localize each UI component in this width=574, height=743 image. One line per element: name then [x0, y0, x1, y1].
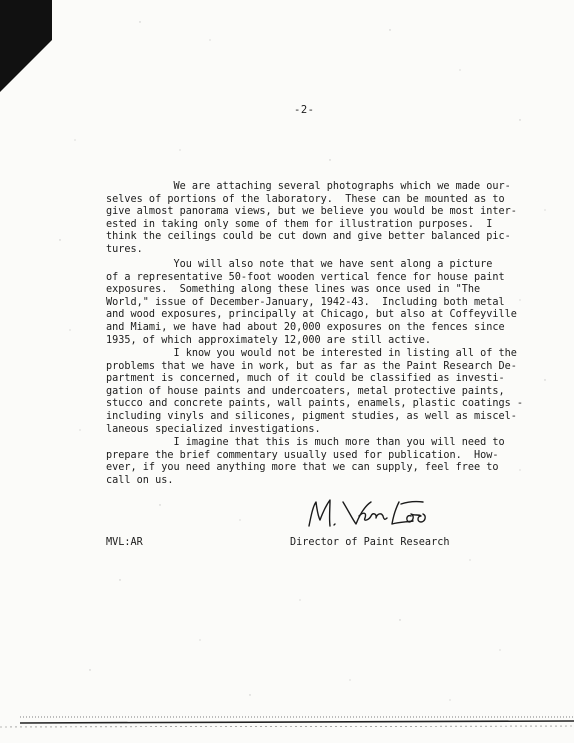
text-line: ested in taking only some of them for illustration purposes. I — [106, 218, 493, 230]
text-line: You will also note that we have sent along a picture — [106, 259, 493, 270]
text-line: ever, if you need anything more that we can supply, feel free to — [106, 462, 499, 474]
text-line: including vinyls and silicones, pigment studies, as well as miscel- — [106, 410, 517, 422]
typist-initials: MVL:AR — [106, 537, 143, 548]
text-line: and Miami, we have had about 20,000 exposures on the fences since — [106, 321, 505, 333]
paragraph-fence — [106, 259, 517, 347]
signer-title: Director of Paint Research — [290, 537, 450, 548]
text-line: tures. — [106, 243, 143, 255]
text-line: think the ceilings could be cut down and give better balanced pic- — [106, 231, 511, 243]
text-line: World," issue of December-January, 1942-43. Including both metal — [106, 296, 505, 308]
text-line: 1935, of which approximately 12,000 are still active. — [106, 334, 432, 346]
paragraph-problems — [106, 348, 523, 436]
text-line: give almost panorama views, but we believe you would be most inter- — [106, 206, 517, 218]
text-line: We are attaching several photographs which we made our- — [106, 181, 511, 192]
paragraph-photographs — [106, 181, 517, 257]
text-line: exposures. Something along these lines was once used in "The — [106, 284, 481, 296]
text-line: and wood exposures, principally at Chicago, but also at Coffeyville — [106, 309, 517, 321]
text-line: stucco and concrete paints, wall paints, enamels, plastic coatings - — [106, 398, 524, 410]
text-line: selves of portions of the laboratory. These can be mounted as to — [106, 193, 505, 205]
text-line: gation of house paints and undercoaters, metal protective paints, — [106, 385, 505, 397]
text-line: of a representative 50-foot wooden vertical fence for house paint — [106, 271, 505, 283]
text-line: laneous specialized investigations. — [106, 423, 321, 435]
text-line: problems that we have in work, but as far as the Paint Research De- — [106, 360, 517, 372]
bottom-edge-line — [0, 713, 574, 743]
black-corner-fold — [0, 0, 60, 100]
page-number: -2- — [294, 104, 315, 116]
handwritten-signature — [303, 494, 453, 534]
text-line: call on us. — [106, 474, 174, 486]
text-line: I know you would not be interested in listing all of the — [106, 348, 517, 359]
paragraph-closing — [106, 437, 505, 487]
text-line: partment is concerned, much of it could be classified as investi- — [106, 373, 505, 385]
text-line: I imagine that this is much more than you will need to — [106, 437, 505, 448]
text-line: prepare the brief commentary usually used for publication. How- — [106, 449, 499, 461]
